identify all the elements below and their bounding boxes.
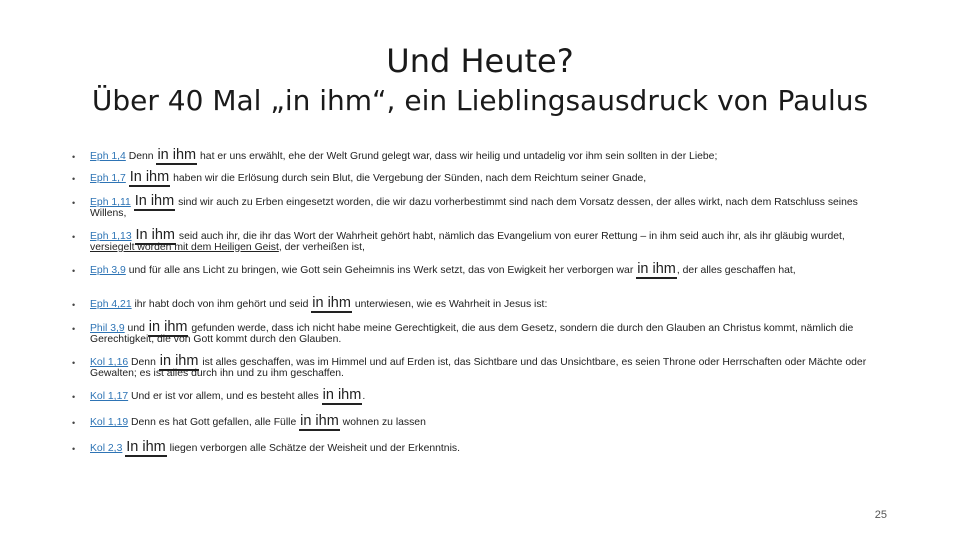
verse-text: Kol 2,3 In ihm liegen verborgen alle Schätze der Weisheit und der Erkenntnis. [90,439,460,455]
verse-reference-link[interactable]: Kol 1,17 [90,391,129,402]
in-ihm-highlight: in ihm [159,353,199,369]
list-item [72,295,882,311]
verse-reference-link[interactable]: Eph 4,21 [90,299,132,310]
verse-reference-link[interactable]: Eph 1,13 [90,231,132,242]
list-item [72,439,882,455]
verse-text: Eph 3,9 und für alle ans Licht zu bringen, wie Gott sein Geheimnis ins Werk setzt, das von Ewigkeit her verborgen war in ihm, der alles geschaffen hat, [90,261,796,277]
list-item [72,227,882,253]
bullet-icon: • [72,324,76,334]
verse-reference-link[interactable]: Phil 3,9 [90,323,125,334]
verse-text: Eph 1,13 In ihm seid auch ihr, die ihr das Wort der Wahrheit gehört habt, nämlich das Evangelium von eurer Rettung – in ihm seid auch ihr, als ihr gläubig wurdet, versiegelt worden mit dem Heiligen Geist, der verheißen ist, [90,227,845,253]
bullet-icon: • [72,444,76,454]
slide-title: Und Heute? [386,42,574,80]
verse-text: Eph 1,7 In ihm haben wir die Erlösung durch sein Blut, die Vergebung der Sünden, nach dem Reichtum seiner Gnade, [90,169,647,185]
verse-text: Eph 1,11 In ihm sind wir auch zu Erben eingesetzt worden, die wir dazu vorherbestimmt sind nach dem Vorsatz dessen, der alles wirkt, nach dem Ratschluss seines Willens, [90,193,858,219]
bullet-icon: • [72,152,76,162]
bullet-icon: • [72,232,76,242]
in-ihm-highlight: In ihm [134,193,175,209]
in-ihm-highlight: in ihm [300,413,339,429]
in-ihm-highlight: In ihm [135,227,175,243]
verse-text: Kol 1,16 Denn in ihm ist alles geschaffen, was im Himmel und auf Erden ist, das Sichtbare und das Unsichtbare, es seien Throne oder Herrschaften oder Mächte oder Gewalten; es ist alles durch ihn und zu ihm geschaffen. [90,353,867,379]
in-ihm-highlight: in ihm [322,387,362,403]
verse-text: Kol 1,19 Denn es hat Gott gefallen, alle Fülle in ihm wohnen zu lassen [90,413,426,429]
verse-text: Phil 3,9 und in ihm gefunden werde, dass ich nicht habe meine Gerechtigkeit, die aus dem Gesetz, sondern die durch den Glauben an Christus kommt, nämlich die Gerechtigkeit, die von Gott kommt durch den Glauben. [90,319,854,345]
slide-subtitle: Über 40 Mal „in ihm“, ein Lieblingsausdruck von Paulus [91,84,869,117]
in-ihm-highlight: in ihm [312,295,351,311]
list-item [72,147,882,163]
verse-reference-link[interactable]: Kol 1,19 [90,417,129,428]
verse-reference-link[interactable]: Eph 1,7 [90,173,126,184]
in-ihm-highlight: in ihm [637,261,676,277]
bullet-icon: • [72,174,76,184]
verse-reference-link[interactable]: Eph 3,9 [90,265,126,276]
in-ihm-highlight: in ihm [157,147,197,163]
verse-text: Eph 1,4 Denn in ihm hat er uns erwählt, ehe der Welt Grund gelegt war, dass wir heilig und untadelig vor ihm sein sollten in der Liebe; [90,147,718,163]
bullet-icon: • [72,418,76,428]
list-item [72,413,882,429]
verse-reference-link[interactable]: Eph 1,11 [90,197,131,208]
list-item [72,319,882,345]
list-item [72,261,882,277]
list-item [72,193,882,219]
bullet-icon: • [72,392,76,402]
list-item [72,387,882,403]
bullet-icon: • [72,198,76,208]
bullet-icon: • [72,266,76,276]
verse-reference-link[interactable]: Kol 2,3 [90,443,123,454]
list-item [72,353,882,379]
in-ihm-highlight: In ihm [129,169,170,185]
verse-reference-link[interactable]: Eph 1,4 [90,151,126,162]
verse-text: Eph 4,21 ihr habt doch von ihm gehört und seid in ihm unterwiesen, wie es Wahrheit in Jesus ist: [90,295,548,311]
in-ihm-highlight: In ihm [126,439,166,455]
verse-text: Kol 1,17 Und er ist vor allem, und es besteht alles in ihm. [90,387,366,403]
underlined-phrase: versiegelt worden mit dem Heiligen Geist [90,241,279,253]
list-item [72,169,882,185]
verse-reference-link[interactable]: Kol 1,16 [90,357,129,368]
bullet-icon: • [72,300,76,310]
page-number: 25 [874,509,887,521]
in-ihm-highlight: in ihm [148,319,188,335]
bullet-icon: • [72,358,76,368]
